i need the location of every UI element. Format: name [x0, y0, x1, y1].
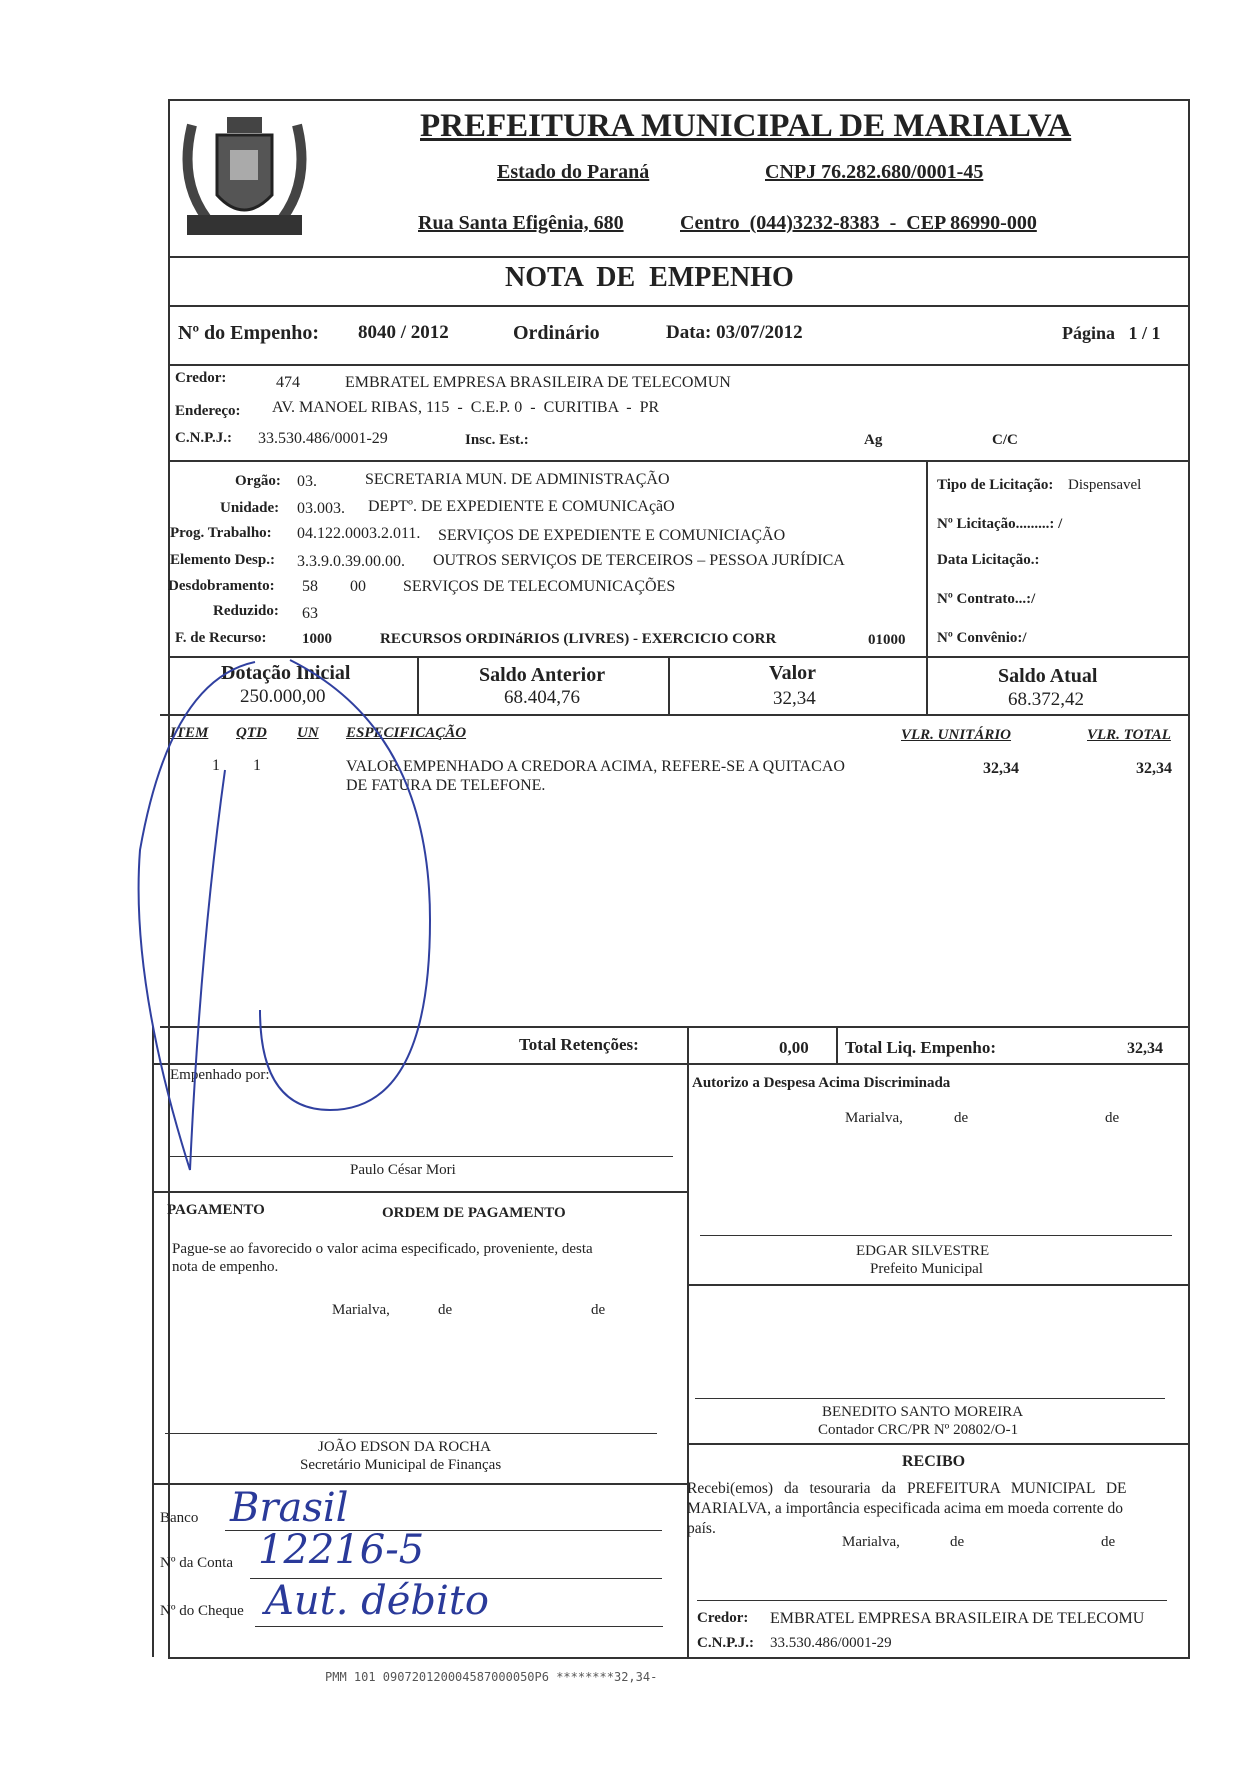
- autorizo-place: Marialva,: [845, 1110, 903, 1126]
- total-retencoes-value: 0,00: [779, 1038, 809, 1057]
- ordem-pagamento-label: ORDEM DE PAGAMENTO: [382, 1205, 566, 1221]
- saldo-anterior-value: 68.404,76: [504, 687, 580, 708]
- desdobramento-code1: 58: [302, 578, 318, 595]
- municipality-contact: Centro (044)3232-8383 - CEP 86990-000: [680, 212, 1037, 234]
- empenho-type: Ordinário: [513, 322, 600, 344]
- cheque-value[interactable]: Aut. débito: [265, 1578, 489, 1624]
- signature-mark: [130, 650, 460, 1180]
- unidade-label: Unidade:: [220, 500, 280, 516]
- recurso-name: RECURSOS ORDINáRIOS (LIVRES) - EXERCICIO CORR: [380, 631, 777, 647]
- desdobramento-label: Desdobramento:: [168, 578, 275, 594]
- dotacao-label: Dotação Inicial: [221, 662, 351, 684]
- conta-label: Nº da Conta: [160, 1555, 233, 1571]
- recibo-cnpj-label: C.N.P.J.:: [697, 1635, 754, 1651]
- coat-of-arms-logo: [172, 105, 317, 255]
- recibo-credor-label: Credor:: [697, 1610, 749, 1626]
- recibo-place: Marialva,: [842, 1534, 900, 1550]
- autorizo-de2: de: [1105, 1110, 1120, 1126]
- banco-label: Banco: [160, 1510, 199, 1526]
- numero-contrato: Nº Contrato...:/: [937, 591, 1036, 607]
- contador-role: Contador CRC/PR Nº 20802/O-1: [818, 1422, 1019, 1438]
- recibo-cnpj: 33.530.486/0001-29: [770, 1635, 892, 1651]
- col-item: ITEM: [170, 725, 209, 741]
- municipality-cnpj: CNPJ 76.282.680/0001-45: [765, 161, 984, 183]
- item-total-value: 32,34: [1136, 760, 1172, 777]
- insc-est-label: Insc. Est.:: [465, 432, 529, 448]
- saldo-atual-value: 68.372,42: [1008, 689, 1084, 710]
- recibo-text-line1: Recebi(emos) da tesouraria da PREFEITURA MUNICIPAL DE: [687, 1480, 1127, 1497]
- recibo-text-line2: MARIALVA, a importância especificada acima em moeda corrente do: [687, 1500, 1123, 1517]
- recibo-de1: de: [950, 1534, 965, 1550]
- secretario-role: Secretário Municipal de Finanças: [300, 1457, 502, 1473]
- item-description-line2: DE FATURA DE TELEFONE.: [346, 777, 546, 794]
- empenho-date: Data: 03/07/2012: [666, 322, 803, 343]
- endereco-label: Endereço:: [175, 403, 241, 419]
- recibo-credor-name: EMBRATEL EMPRESA BRASILEIRA DE TELECOMU: [770, 1610, 1145, 1627]
- recibo-text-line3: país.: [687, 1520, 716, 1537]
- banco-value[interactable]: Brasil: [230, 1485, 349, 1531]
- desdobramento-code2: 00: [350, 578, 366, 595]
- municipality-title: PREFEITURA MUNICIPAL DE MARIALVA: [420, 108, 1072, 144]
- recurso-label: F. de Recurso:: [175, 630, 267, 646]
- numero-convenio: Nº Convênio:/: [937, 630, 1027, 646]
- prefeito-name: EDGAR SILVESTRE: [856, 1243, 990, 1259]
- recibo-de2: de: [1101, 1534, 1116, 1550]
- state-name: Estado do Paraná: [497, 161, 650, 183]
- col-valor-unitario: VLR. UNITÁRIO: [901, 727, 1012, 743]
- empenho-number-label: Nº do Empenho:: [178, 322, 320, 344]
- numero-licitacao: Nº Licitação.........: /: [937, 516, 1063, 532]
- autorizo-de1: de: [954, 1110, 969, 1126]
- col-qtd: QTD: [236, 725, 267, 741]
- credor-label: Credor:: [175, 370, 227, 386]
- municipality-address: Rua Santa Efigênia, 680: [418, 212, 624, 234]
- recurso-code2: 01000: [868, 632, 906, 648]
- orgao-code: 03.: [297, 473, 317, 490]
- unidade-name: DEPTº. DE EXPEDIENTE E COMUNICAçãO: [368, 498, 675, 515]
- reduzido-value: 63: [302, 605, 318, 622]
- elemento-code: 3.3.9.0.39.00.00.: [297, 553, 405, 570]
- orgao-label: Orgão:: [235, 473, 281, 489]
- credor-address: AV. MANOEL RIBAS, 115 - C.E.P. 0 - CURITIBA - PR: [272, 399, 660, 416]
- item-qtd: 1: [253, 757, 261, 774]
- valor-value: 32,34: [773, 688, 816, 709]
- col-especificacao: ESPECIFICAÇÃO: [346, 725, 467, 741]
- autorizo-label: Autorizo a Despesa Acima Discriminada: [692, 1075, 951, 1091]
- pagamento-text-line1: Pague-se ao favorecido o valor acima especificado, proveniente, desta: [172, 1241, 593, 1257]
- data-licitacao: Data Licitação.:: [937, 552, 1040, 568]
- saldo-anterior-label: Saldo Anterior: [479, 664, 606, 686]
- valor-label: Valor: [769, 662, 817, 684]
- recibo-title: RECIBO: [902, 1453, 966, 1470]
- pagamento-de2: de: [591, 1302, 606, 1318]
- tipo-licitacao: Dispensavel: [1068, 477, 1142, 493]
- total-retencoes-label: Total Retenções:: [519, 1035, 639, 1054]
- col-un: UN: [297, 725, 319, 741]
- item-number: 1: [212, 757, 220, 774]
- empenhado-por-name: Paulo César Mori: [350, 1162, 456, 1178]
- cnpj-label: C.N.P.J.:: [175, 430, 232, 446]
- contador-name: BENEDITO SANTO MOREIRA: [822, 1404, 1024, 1420]
- prog-trabalho-code: 04.122.0003.2.011.: [297, 525, 421, 542]
- tipo-licitacao-label: Tipo de Licitação:: [937, 477, 1054, 493]
- secretario-name: JOÃO EDSON DA ROCHA: [318, 1439, 491, 1455]
- orgao-name: SECRETARIA MUN. DE ADMINISTRAÇÃO: [365, 471, 670, 488]
- prog-trabalho-label: Prog. Trabalho:: [170, 525, 272, 541]
- reduzido-label: Reduzido:: [213, 603, 279, 619]
- page-number: Página 1 / 1: [1062, 323, 1161, 343]
- credor-cnpj: 33.530.486/0001-29: [258, 430, 388, 447]
- recurso-code: 1000: [302, 631, 332, 647]
- prefeito-role: Prefeito Municipal: [870, 1261, 983, 1277]
- empenho-number: 8040 / 2012: [358, 322, 449, 343]
- saldo-atual-label: Saldo Atual: [998, 665, 1098, 687]
- agencia-label: Ag: [864, 432, 883, 448]
- desdobramento-name: SERVIÇOS DE TELECOMUNICAÇÕES: [403, 578, 676, 595]
- elemento-label: Elemento Desp.:: [170, 552, 275, 568]
- credor-code: 474: [276, 374, 300, 391]
- pagamento-place: Marialva,: [332, 1302, 390, 1318]
- pagamento-text-line2: nota de empenho.: [172, 1259, 279, 1275]
- col-valor-total: VLR. TOTAL: [1087, 727, 1171, 743]
- empenhado-por-label: Empenhado por:: [170, 1067, 270, 1083]
- footer-print-code: PMM 101 090720120004587000050P6 ********32,34-: [325, 1670, 658, 1684]
- conta-corrente-label: C/C: [992, 432, 1018, 448]
- elemento-name: OUTROS SERVIÇOS DE TERCEIROS – PESSOA JURÍDICA: [433, 552, 845, 569]
- cheque-label: Nº do Cheque: [160, 1603, 244, 1619]
- document-title: NOTA DE EMPENHO: [505, 262, 794, 293]
- credor-name: EMBRATEL EMPRESA BRASILEIRA DE TELECOMUN: [345, 374, 731, 391]
- prog-trabalho-name: SERVIÇOS DE EXPEDIENTE E COMUNICIAÇÃO: [438, 527, 786, 544]
- total-liquido-label: Total Liq. Empenho:: [845, 1038, 996, 1057]
- pagamento-label: PAGAMENTO: [167, 1202, 265, 1218]
- unidade-code: 03.003.: [297, 500, 345, 517]
- item-unit-value: 32,34: [983, 760, 1019, 777]
- conta-value[interactable]: 12216-5: [258, 1527, 425, 1573]
- dotacao-value: 250.000,00: [240, 686, 326, 707]
- total-liquido-value: 32,34: [1127, 1040, 1163, 1057]
- item-description-line1: VALOR EMPENHADO A CREDORA ACIMA, REFERE-SE A QUITACAO: [346, 758, 845, 775]
- pagamento-de1: de: [438, 1302, 453, 1318]
